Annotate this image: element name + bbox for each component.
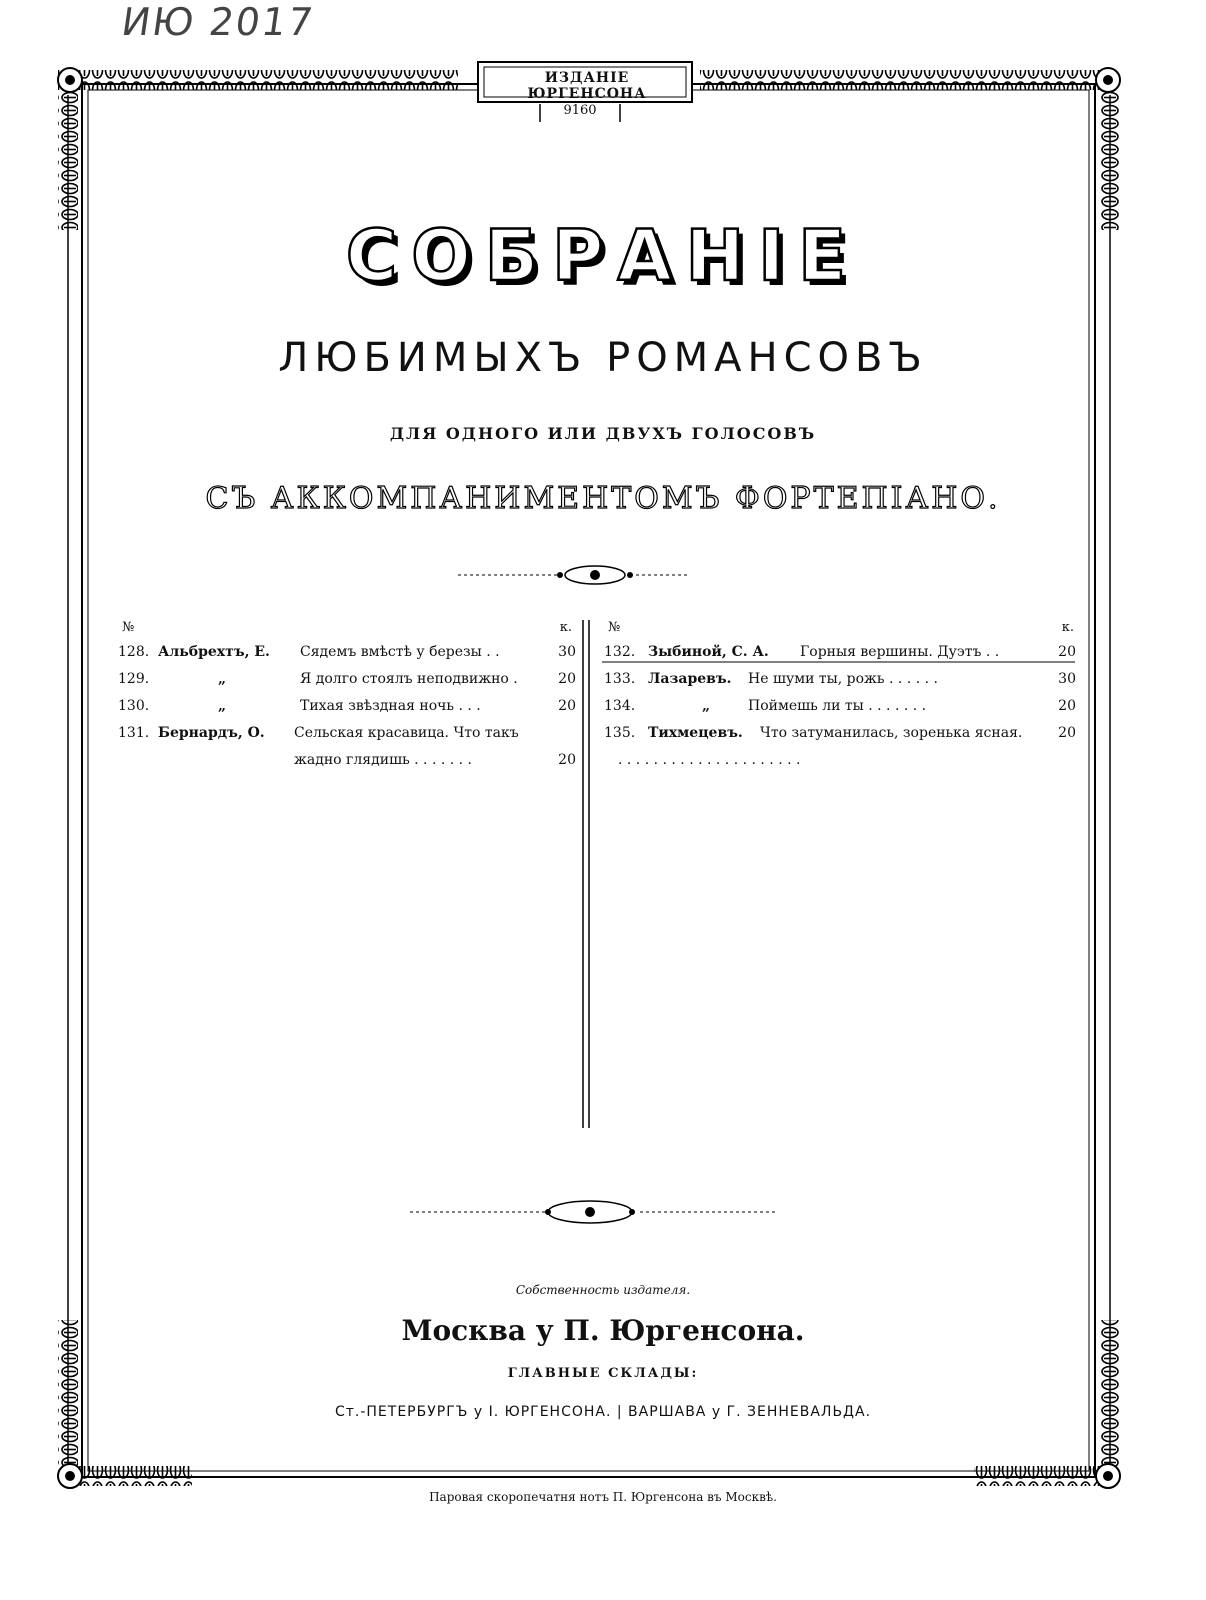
composer: „ [702, 698, 711, 714]
price: 20 [558, 671, 576, 687]
item-number: 132. [604, 644, 636, 660]
top-right-chain [700, 70, 1105, 90]
title-voices: ДЛЯ ОДНОГО ИЛИ ДВУХЪ ГОЛОСОВЪ [389, 424, 817, 443]
plate-number: 9160 [563, 103, 597, 118]
list-item [118, 671, 578, 691]
left-top-chain [58, 90, 78, 230]
composer: Лазаревъ. [648, 671, 732, 687]
song-title: Тихая звѣздная ночь . . . [300, 698, 481, 714]
item-number: 129. [118, 671, 150, 687]
item-number: 130. [118, 698, 150, 714]
price: 30 [1058, 671, 1076, 687]
header-price-right: к. [1061, 620, 1074, 635]
catalog-left-column [118, 620, 578, 800]
song-title: Что затуманилась, зоренька ясная. [760, 725, 1023, 741]
list-item [118, 752, 578, 772]
list-item [604, 725, 1076, 745]
list-item [604, 698, 1076, 718]
top-left-chain [58, 70, 458, 90]
item-number: 133. [604, 671, 636, 687]
pencil-note: ИЮ 2017 [118, 0, 318, 44]
list-item [604, 752, 1076, 772]
list-item [118, 644, 578, 664]
item-number: 135. [604, 725, 636, 741]
list-item [604, 644, 1076, 664]
item-number: 131. [118, 725, 150, 741]
composer: Бернардъ, О. [158, 725, 265, 741]
song-title: Я долго стоялъ неподвижно . [300, 671, 518, 687]
song-title: Сядемъ вмѣстѣ у березы . . [300, 644, 500, 660]
header-num-right: № [608, 620, 621, 635]
ornament-divider-bottom [410, 1201, 778, 1223]
song-title: жадно глядишь . . . . . . . [294, 752, 473, 768]
publisher-city: Москва у П. Юргенсона. [401, 1314, 805, 1347]
item-number: 134. [604, 698, 636, 714]
composer: Зыбиной, С. А. [648, 644, 769, 660]
bottom-right-chain [974, 1466, 1104, 1486]
song-title: Поймешь ли ты . . . . . . . [748, 698, 927, 714]
composer: „ [218, 671, 227, 687]
catalog-right-column [604, 620, 1076, 800]
composer: Альбрехтъ, Е. [158, 644, 270, 660]
price: 20 [1058, 725, 1076, 741]
title-accompaniment: СЪ АККОМПАНИМЕНТОМЪ ФОРТЕПІАНО. [205, 481, 1001, 516]
composer: Тихмецевъ. [648, 725, 743, 741]
price: 20 [558, 698, 576, 714]
song-title: . . . . . . . . . . . . . . . . . . . . . [618, 752, 801, 768]
list-item [118, 725, 578, 745]
header-num-left: № [122, 620, 135, 635]
header-price-left: к. [559, 620, 572, 635]
ownership-note: Собственность издателя. [515, 1283, 691, 1297]
price: 30 [558, 644, 576, 660]
price: 20 [1058, 698, 1076, 714]
title-main: СОБРАНІЕ [345, 215, 861, 297]
item-number: 128. [118, 644, 150, 660]
right-top-chain [1100, 90, 1120, 230]
song-title: Горныя вершины. Дуэтъ . . [800, 644, 1000, 660]
list-item [118, 698, 578, 718]
printer-note: Паровая скоропечатня нотъ П. Юргенсона въ Москвѣ. [429, 1490, 777, 1504]
price: 20 [558, 752, 576, 768]
song-title: Сельская красавица. Что такъ [294, 725, 519, 741]
price: 20 [1058, 644, 1076, 660]
publisher-label: ИЗДАНІЕ ЮРГЕНСОНА [527, 70, 647, 102]
branches: Ст.-ПЕТЕРБУРГЪ у І. ЮРГЕНСОНА. | ВАРШАВА у Г. ЗЕННЕВАЛЬДА. [334, 1404, 872, 1420]
song-title: Не шуми ты, рожь . . . . . . [748, 671, 938, 687]
stores-label: ГЛАВНЫЕ СКЛАДЫ: [507, 1366, 699, 1381]
list-item [604, 671, 1076, 691]
ornament-divider-top [458, 566, 690, 584]
composer: „ [218, 698, 227, 714]
title-sub: ЛЮБИМЫХЪ РОМАНСОВЪ [278, 335, 928, 381]
